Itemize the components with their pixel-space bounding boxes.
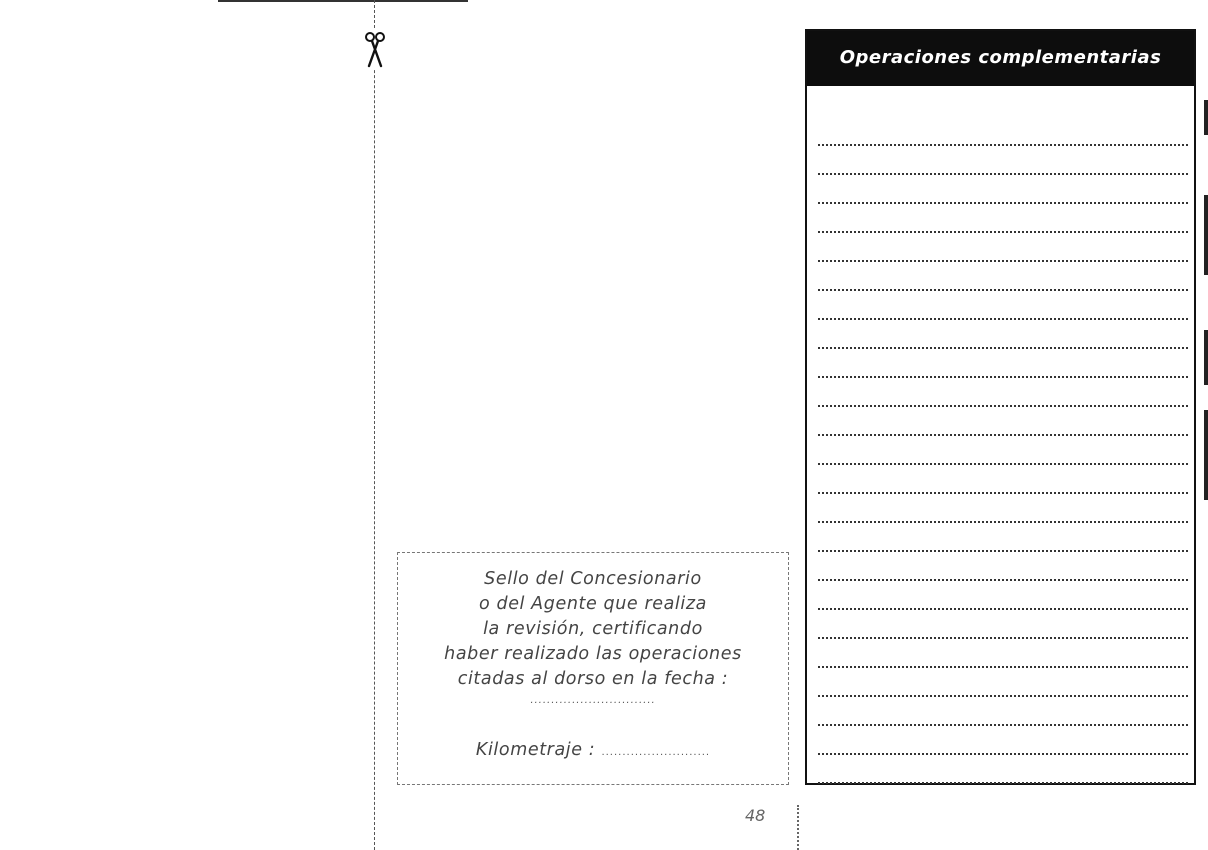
mileage-label: Kilometraje :	[475, 740, 596, 760]
writing-line[interactable]	[818, 666, 1188, 668]
writing-line[interactable]	[818, 521, 1188, 523]
writing-line[interactable]	[818, 202, 1188, 204]
writing-line[interactable]	[818, 347, 1188, 349]
stamp-line: citadas al dorso en la fecha :	[457, 669, 729, 689]
cut-line	[374, 0, 375, 850]
edge-mark	[1204, 195, 1208, 275]
edge-mark	[1204, 410, 1208, 500]
writing-line[interactable]	[818, 550, 1188, 552]
complementary-operations-panel	[805, 29, 1196, 785]
page-number: 48	[745, 806, 766, 825]
writing-line[interactable]	[818, 608, 1188, 610]
writing-line[interactable]	[818, 434, 1188, 436]
panel-title: Operaciones complementarias	[807, 31, 1194, 86]
writing-line[interactable]	[818, 376, 1188, 378]
scissors-icon	[362, 30, 388, 70]
writing-line[interactable]	[818, 492, 1188, 494]
writing-line[interactable]	[818, 289, 1188, 291]
writing-line[interactable]	[818, 463, 1188, 465]
writing-line[interactable]	[818, 637, 1188, 639]
edge-mark	[1204, 330, 1208, 385]
writing-line[interactable]	[818, 173, 1188, 175]
dealer-stamp-box	[397, 552, 789, 785]
writing-line[interactable]	[818, 782, 1188, 784]
writing-line[interactable]	[818, 231, 1188, 233]
stamp-line: la revisión, certificando	[483, 619, 703, 639]
fold-mark	[797, 805, 799, 850]
writing-line[interactable]	[818, 144, 1188, 146]
writing-line[interactable]	[818, 405, 1188, 407]
writing-line[interactable]	[818, 579, 1188, 581]
date-field[interactable]: ..............................	[530, 695, 656, 706]
writing-line[interactable]	[818, 695, 1188, 697]
top-rule	[218, 0, 468, 2]
stamp-line: haber realizado las operaciones	[444, 644, 742, 664]
stamp-line: Sello del Concesionario	[484, 569, 702, 589]
writing-line[interactable]	[818, 753, 1188, 755]
edge-mark	[1204, 100, 1208, 135]
mileage-field[interactable]: ..........................	[601, 747, 711, 758]
mileage-line	[398, 740, 788, 760]
writing-line[interactable]	[818, 724, 1188, 726]
stamp-text	[398, 567, 788, 710]
writing-line[interactable]	[818, 318, 1188, 320]
writing-line[interactable]	[818, 260, 1188, 262]
stamp-line: o del Agente que realiza	[479, 594, 707, 614]
